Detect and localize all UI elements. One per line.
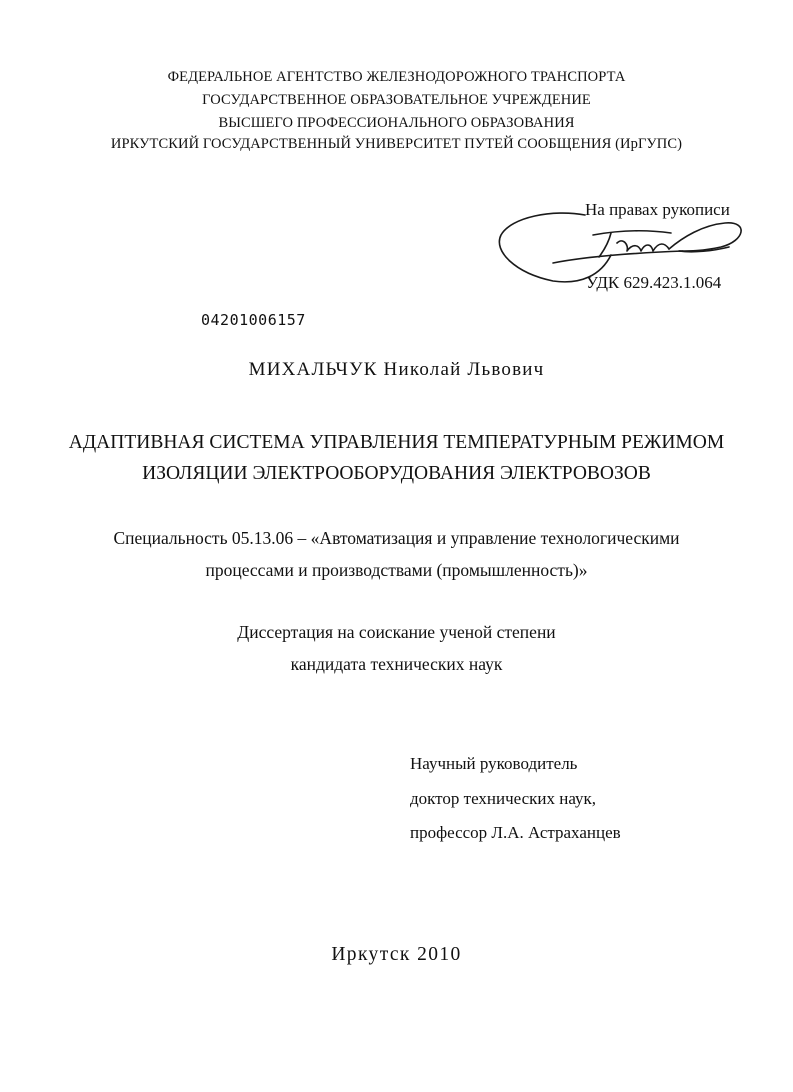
specialty-line2: процессами и производствами (промышленность)» (205, 560, 588, 580)
degree-line1: Диссертация на соискание ученой степени (237, 622, 556, 642)
header-institution-type: ГОСУДАРСТВЕННОЕ ОБРАЗОВАТЕЛЬНОЕ УЧРЕЖДЕНИЕ (202, 92, 591, 108)
supervisor-role: Научный руководитель (410, 754, 578, 773)
header-university: ИРКУТСКИЙ ГОСУДАРСТВЕННЫЙ УНИВЕРСИТЕТ ПУТЕЙ СООБЩЕНИЯ (ИрГУПС) (110, 136, 683, 152)
author-name: МИХАЛЬЧУК Николай Львович (248, 359, 545, 380)
header-education-level: ВЫСШЕГО ПРОФЕССИОНАЛЬНОГО ОБРАЗОВАНИЯ (218, 115, 575, 131)
udc-code: УДК 629.423.1.064 (586, 273, 722, 292)
manuscript-rights: На правах рукописи (585, 200, 730, 219)
dissertation-title-line2: ИЗОЛЯЦИИ ЭЛЕКТРООБОРУДОВАНИЯ ЭЛЕКТРОВОЗОВ (142, 463, 651, 484)
header-agency: ФЕДЕРАЛЬНОЕ АГЕНТСТВО ЖЕЛЕЗНОДОРОЖНОГО ТРАНСПОРТА (167, 69, 626, 85)
registration-number: 04201006157 (201, 311, 306, 329)
degree-line2: кандидата технических наук (290, 654, 503, 674)
specialty-line1: Специальность 05.13.06 – «Автоматизация и управление технологическими (113, 528, 680, 548)
dissertation-title-line1: АДАПТИВНАЯ СИСТЕМА УПРАВЛЕНИЯ ТЕМПЕРАТУРНЫМ РЕЖИМОМ (68, 432, 725, 453)
city-year: Иркутск 2010 (331, 944, 462, 965)
supervisor-degree: доктор технических наук, (410, 789, 597, 808)
supervisor-name: профессор Л.А. Астраханцев (410, 823, 621, 842)
